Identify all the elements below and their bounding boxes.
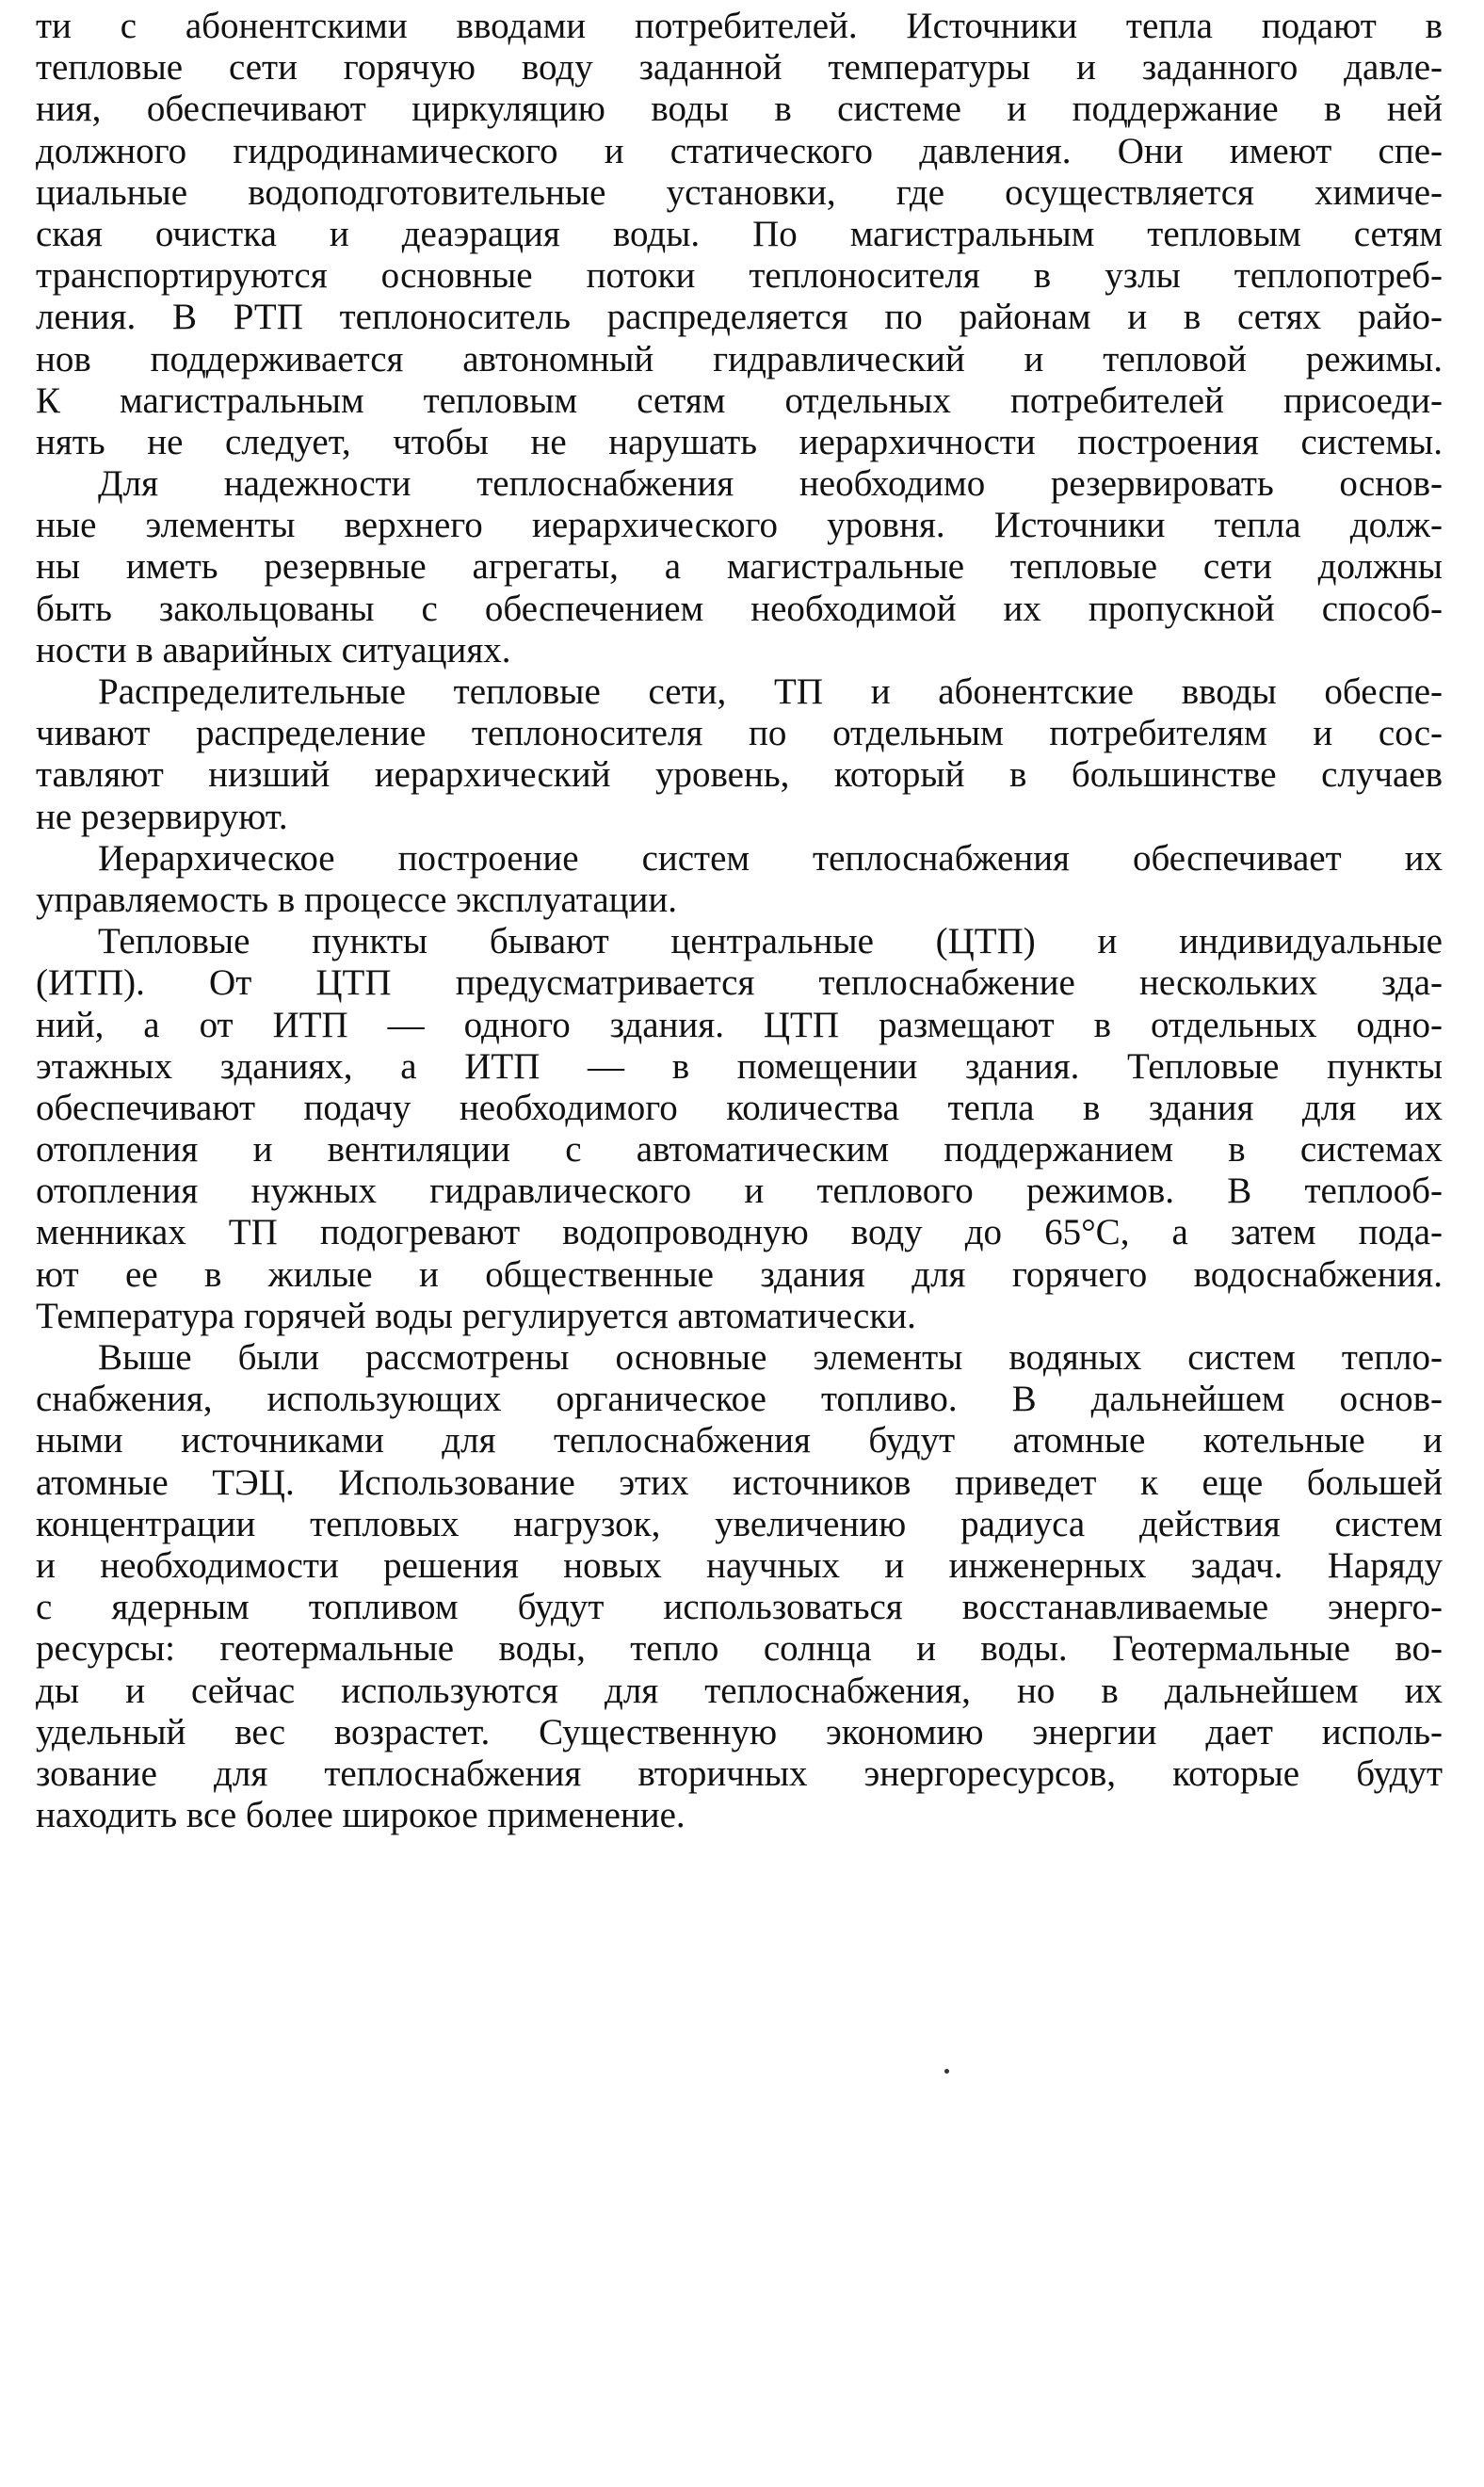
text-line: Температура горячей воды регулируется автоматически. (36, 1295, 916, 1336)
scan-speck (944, 2069, 949, 2074)
text-line: ные элементы верхнего иерархического уровня. Источники тепла долж- (36, 505, 1443, 546)
text-line: обеспечивают подачу необходимого количества тепла в здания для их (36, 1087, 1443, 1128)
text-line: Распределительные тепловые сети, ТП и абонентские вводы обеспе- (98, 671, 1443, 712)
text-line: менниках ТП подогревают водопроводную воду до 65°С, а затем пода- (36, 1212, 1443, 1253)
text-line: Тепловые пункты бывают центральные (ЦТП) и индивидуальные (98, 921, 1443, 962)
text-line: ности в аварийных ситуациях. (36, 629, 511, 670)
text-line: ны иметь резервные агрегаты, а магистральные тепловые сети должны (36, 546, 1443, 588)
text-line: ти с абонентскими вводами потребителей. Источники тепла подают в (36, 6, 1443, 46)
text-line: ния, обеспечивают циркуляцию воды в системе и поддержание в ней (36, 89, 1443, 130)
text-line: и необходимости решения новых научных и инженерных задач. Наряду (36, 1544, 1443, 1586)
paragraph (36, 921, 1443, 1337)
text-line: транспортируются основные потоки теплоносителя в узлы теплопотреб- (36, 255, 1443, 297)
text-line: Иерархическое построение систем теплоснабжения обеспечивает их (98, 837, 1443, 879)
text-line: ний, а от ИТП — одного здания. ЦТП размещают в отдельных одно- (36, 1004, 1443, 1045)
text-line: удельный вес возрастет. Существенную экономию энергии дает исполь- (36, 1711, 1443, 1752)
text-line: Выше были рассмотрены основные элементы водяных систем тепло- (98, 1337, 1443, 1378)
text-line: ления. В РТП теплоноситель распределяется по районам и в сетях райо- (36, 297, 1443, 338)
text-line: снабжения, использующих органическое топливо. В дальнейшем основ- (36, 1379, 1443, 1420)
text-line: нов поддерживается автономный гидравлический и тепловой режимы. (36, 338, 1443, 380)
paragraph (36, 1337, 1443, 1836)
text-line: отопления нужных гидравлического и теплового режимов. В теплооб- (36, 1171, 1443, 1212)
paragraph (36, 838, 1443, 921)
text-line: ды и сейчас используются для теплоснабжения, но в дальнейшем их (36, 1670, 1443, 1711)
text-line: с ядерным топливом будут использоваться восстанавливаемые энерго- (36, 1587, 1443, 1628)
text-line: К магистральным тепловым сетям отдельных потребителей присоеди- (36, 380, 1443, 421)
text-line: этажных зданиях, а ИТП — в помещении здания. Тепловые пункты (36, 1045, 1443, 1087)
paragraph (36, 463, 1443, 671)
text-line: должного гидродинамического и статического давления. Они имеют спе- (36, 130, 1443, 171)
text-line: быть закольцованы с обеспечением необходимой их пропускной способ- (36, 588, 1443, 629)
document-body (36, 6, 1443, 1836)
paragraph (36, 671, 1443, 838)
text-line: (ИТП). От ЦТП предусматривается теплоснабжение нескольких зда- (36, 962, 1443, 1004)
text-line: нять не следует, чтобы не нарушать иерархичности построения системы. (36, 421, 1443, 462)
text-line: находить все более широкое применение. (36, 1795, 686, 1836)
text-line: ская очистка и деаэрация воды. По магистральным тепловым сетям (36, 213, 1443, 254)
text-line: ресурсы: геотермальные воды, тепло солнца и воды. Геотермальные во- (36, 1628, 1443, 1670)
text-line: тавляют низший иерархический уровень, который в большинстве случаев (36, 754, 1443, 796)
text-line: чивают распределение теплоносителя по отдельным потребителям и сос- (36, 713, 1443, 754)
text-line: ными источниками для теплоснабжения будут атомные котельные и (36, 1420, 1443, 1462)
text-line: Для надежности теплоснабжения необходимо резервировать основ- (98, 463, 1443, 505)
text-line: не резервируют. (36, 796, 288, 837)
text-line: ют ее в жилые и общественные здания для горячего водоснабжения. (36, 1253, 1443, 1295)
text-line: концентрации тепловых нагрузок, увеличению радиуса действия систем (36, 1503, 1443, 1544)
text-line: управляемость в процессе эксплуатации. (36, 879, 678, 920)
paragraph (36, 6, 1443, 463)
text-line: атомные ТЭЦ. Использование этих источников приведет к еще большей (36, 1462, 1443, 1503)
text-line: циальные водоподготовительные установки, где осуществляется химиче- (36, 171, 1443, 213)
text-line: отопления и вентиляции с автоматическим поддержанием в системах (36, 1129, 1443, 1171)
text-line: зование для теплоснабжения вторичных энергоресурсов, которые будут (36, 1752, 1443, 1794)
text-line: тепловые сети горячую воду заданной температуры и заданного давле- (36, 47, 1443, 89)
